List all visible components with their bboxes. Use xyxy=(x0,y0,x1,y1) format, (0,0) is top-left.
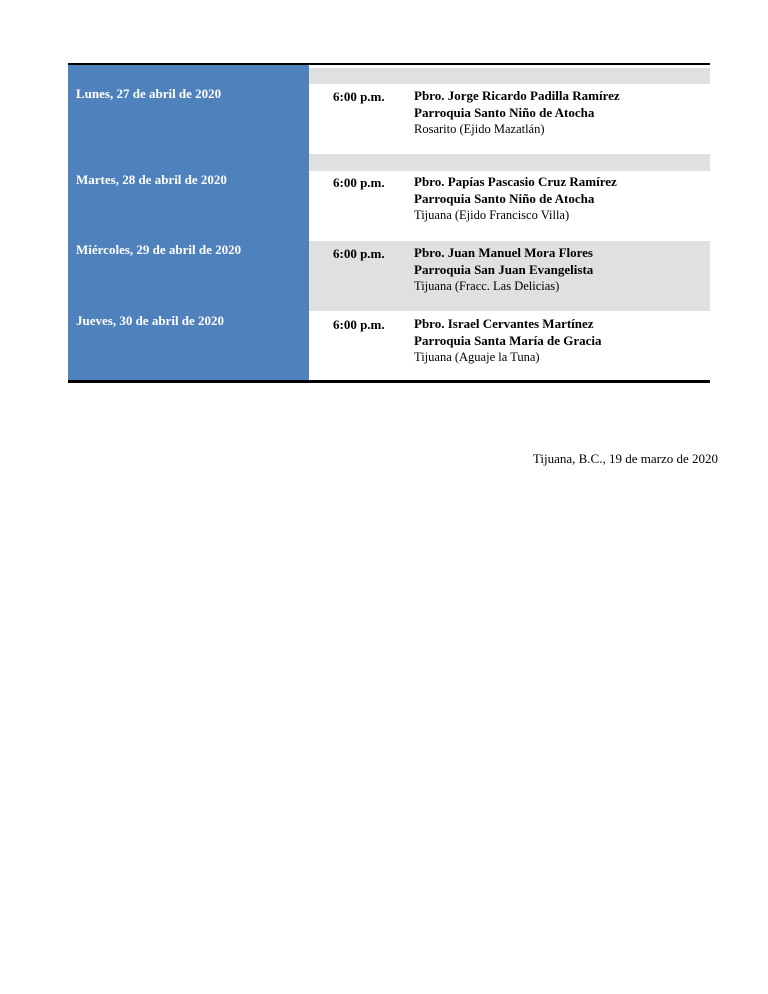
priest-name: Pbro. Jorge Ricardo Padilla Ramírez xyxy=(414,88,620,103)
celebration-details xyxy=(414,315,602,366)
parish-name: Parroquia Santo Niño de Atocha xyxy=(414,105,595,120)
parish-name: Parroquia Santa María de Gracia xyxy=(414,333,602,348)
location: Tijuana (Ejido Francisco Villa) xyxy=(414,208,570,222)
row-separator-band xyxy=(309,68,710,84)
time-label: 6:00 p.m. xyxy=(333,89,385,104)
row-separator-band xyxy=(309,154,710,171)
priest-name: Pbro. Israel Cervantes Martínez xyxy=(414,316,594,331)
date-column xyxy=(68,65,309,380)
location: Tijuana (Aguaje la Tuna) xyxy=(414,350,540,364)
date-label: Miércoles, 29 de abril de 2020 xyxy=(76,242,242,257)
time-label: 6:00 p.m. xyxy=(333,175,385,190)
priest-name: Pbro. Papías Pascasio Cruz Ramírez xyxy=(414,174,617,189)
celebration-details xyxy=(414,87,620,138)
parish-name: Parroquia San Juan Evangelista xyxy=(414,262,594,277)
date-label: Martes, 28 de abril de 2020 xyxy=(76,172,227,187)
time-label: 6:00 p.m. xyxy=(333,317,385,332)
date-label: Jueves, 30 de abril de 2020 xyxy=(76,313,225,328)
location: Rosarito (Ejido Mazatlán) xyxy=(414,122,545,136)
parish-name: Parroquia Santo Niño de Atocha xyxy=(414,191,595,206)
date-label: Lunes, 27 de abril de 2020 xyxy=(76,86,222,101)
closing-place-date: Tijuana, B.C., 19 de marzo de 2020 xyxy=(532,451,718,466)
location: Tijuana (Fracc. Las Delicias) xyxy=(414,279,560,293)
celebration-details xyxy=(414,244,593,295)
schedule-table xyxy=(68,63,710,383)
celebration-details xyxy=(414,173,617,224)
time-label: 6:00 p.m. xyxy=(333,246,385,261)
priest-name: Pbro. Juan Manuel Mora Flores xyxy=(414,245,593,260)
